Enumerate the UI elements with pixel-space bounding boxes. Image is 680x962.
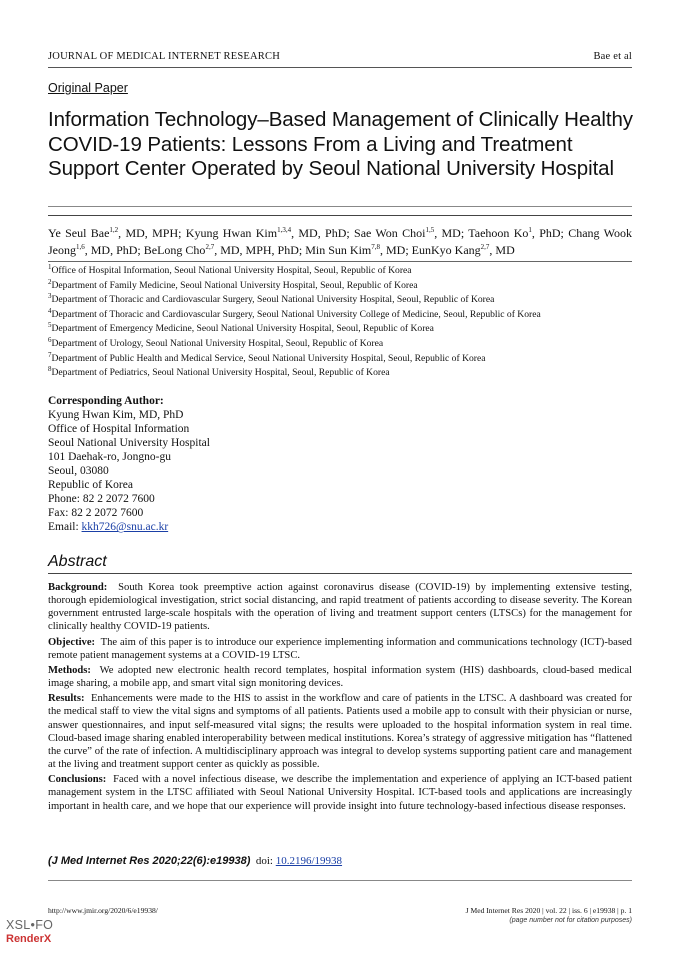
abstract-section-text: South Korea took preemptive action against coronavirus disease (COVID-19) by implementing extensive testing, thorough epidemiological investigation, strict social distancing, and rapid treatment of patients according to disease severity. The Korean government entrusted large-scale hospitals with the operation of living and treatment support centers (LTSCs) for the management for clinically healthy COVID-19 patients. (48, 582, 632, 633)
affiliation-list (48, 264, 638, 381)
logo-line2: RenderX (6, 933, 52, 945)
author-degree: , MD, PhD; (84, 243, 144, 257)
affiliation-item (48, 293, 638, 308)
affiliation-number: 6 (48, 335, 52, 344)
abstract-section-text: Faced with a novel infectious disease, we describe the implementation and experience of applying an ICT-based patient management system in the LTSC affiliated with Seoul National University Hospital. ICT-based tools and applications are increasingly important in health care, and we hope that our experience will provide insight into future technology-based infectious disease responses. (48, 774, 633, 812)
article-title: Information Technology–Based Management of Clinically Healthy COVID-19 Patients: Lessons From a Living and Treatment Support Center Operated by Seoul National University Hospital (48, 108, 633, 180)
abstract-section (48, 692, 632, 771)
abstract-section-text: We adopted new electronic health record templates, hospital information system (HIS) dashboards, cloud-based medical image sharing, a mobile app, and smart vital sign monitoring devices. (48, 664, 632, 690)
author-degree: , MD, MPH, PhD; (214, 243, 306, 257)
author-name: Min Sun Kim (305, 243, 372, 257)
author-affil-sup: 1 (528, 226, 532, 234)
footer-url: http://www.jmir.org/2020/6/e19938/ (48, 906, 158, 915)
abstract-section (48, 664, 632, 690)
footer-info-block (466, 906, 632, 926)
abstract-section-text: The aim of this paper is to introduce our experience implementing information and communications technology (ICT)-based remote patient management systems at a COVID-19 LTSC. (48, 636, 632, 661)
footer-info: J Med Internet Res 2020 | vol. 22 | iss. 6 | e19938 | p. 1 (465, 906, 632, 915)
corresponding-author (48, 394, 448, 534)
affiliation-number: 8 (48, 364, 52, 373)
corresponding-line: Republic of Korea (48, 479, 133, 492)
abstract-heading: Abstract (48, 553, 107, 570)
abstract-section-label: Objective: (48, 636, 96, 648)
author-name: Kyung Hwan Kim (185, 226, 278, 240)
author-affil-sup: 1,2 (109, 226, 119, 234)
affiliation-text: Department of Family Medicine, Seoul National University Hospital, Seoul, Republic of Korea (51, 279, 418, 291)
corresponding-line: 101 Daehak-ro, Jongno-gu (48, 451, 171, 464)
author-affil-sup: 7,8 (371, 243, 380, 251)
renderx-logo (6, 918, 53, 946)
affiliation-text: Office of Hospital Information, Seoul National University Hospital, Seoul, Republic of Korea (51, 265, 412, 276)
affiliation-text: Department of Thoracic and Cardiovascular Surgery, Seoul National University College of Medicine, Seoul, Republic of Korea (51, 308, 541, 320)
affiliation-text: Department of Urology, Seoul National University Hospital, Seoul, Republic of Korea (51, 337, 384, 349)
author-name: BeLong Cho (143, 243, 206, 257)
logo-line1: XSL•FO (6, 918, 54, 932)
corresponding-line: Fax: 82 2 2072 7600 (48, 507, 144, 520)
abstract-section-text: Enhancements were made to the HIS to assist in the workflow and care of patients in the LTSC. A dashboard was created for the medical staff to view the vital signs and symptoms of all patients. Patients used a mobile app to consult with their physician or nurse, answer questionnaires, and input self-measured vital signs; the results were uploaded to the hospital information system in real time. Cloud-based image sharing enabled interoperability between medical institutions. Korea’s strategy of aggressive mitigation has “flattened the curve” of the rate of infection. A multidisciplinary approach was integral to develop systems supporting patient care and management at the living and treatment support center as quickly as possible. (48, 693, 632, 771)
affiliation-item (48, 264, 638, 279)
abstract-section-label: Methods: (48, 664, 91, 676)
abstract-section (48, 773, 632, 812)
affiliation-number: 5 (48, 321, 52, 330)
affiliation-item (48, 322, 638, 337)
affiliation-text: Department of Public Health and Medical Service, Seoul National University Hospital, Seoul, Republic of Korea (51, 352, 486, 364)
corresponding-label: Corresponding Author: (48, 395, 164, 407)
affiliation-text: Department of Emergency Medicine, Seoul National University Hospital, Seoul, Republic of Korea (51, 323, 434, 335)
affiliation-number: 1 (48, 262, 52, 271)
affiliation-item (48, 352, 638, 367)
author-name: Sae Won Choi (354, 226, 426, 240)
doi-label: doi: (255, 855, 273, 867)
running-author: Bae et al (593, 51, 632, 62)
journal-name: JOURNAL OF MEDICAL INTERNET RESEARCH (48, 51, 280, 62)
author-name: EunKyo Kang (411, 243, 481, 257)
author-name: Ye Seul Bae (48, 226, 110, 240)
affiliation-item (48, 366, 638, 381)
author-rule (48, 261, 632, 262)
citation-ref: (J Med Internet Res 2020;22(6):e19938) (48, 855, 251, 867)
email-link[interactable]: kkh726@snu.ac.kr (81, 521, 169, 534)
abstract-section (48, 581, 632, 634)
author-name: Taehoon Ko (468, 226, 529, 240)
author-affil-sup: 1,3,4 (277, 226, 292, 234)
affiliation-number: 7 (48, 350, 52, 359)
author-affil-sup: 2,7 (205, 243, 215, 251)
author-degree: , MD (489, 243, 515, 257)
corresponding-details (48, 408, 448, 520)
author-degree: , MD, MPH; (118, 226, 186, 240)
author-affil-sup: 2,7 (480, 243, 490, 251)
page-note: (page number not for citation purposes) (509, 917, 632, 924)
citation-line (48, 855, 342, 867)
abstract-body (48, 581, 632, 815)
affiliation-text: Department of Thoracic and Cardiovascular Surgery, Seoul National University Hospital, Seoul, Republic of Korea (51, 294, 495, 306)
header-rule (48, 67, 632, 68)
author-affil-sup: 1,6 (76, 243, 85, 251)
running-header (48, 51, 632, 62)
title-rule-bottom (48, 215, 632, 216)
affiliation-item (48, 279, 638, 294)
footer-rule (48, 880, 632, 881)
abstract-section-label: Results: (48, 693, 85, 705)
email-line (48, 520, 448, 534)
affiliation-number: 4 (48, 306, 52, 315)
author-list (48, 225, 632, 259)
affiliation-item (48, 337, 638, 352)
author-degree: , PhD; (531, 226, 569, 240)
abstract-section-label: Background: (48, 582, 108, 593)
corresponding-line: Kyung Hwan Kim, MD, PhD (48, 409, 184, 422)
affiliation-text: Department of Pediatrics, Seoul National University Hospital, Seoul, Republic of Korea (51, 367, 390, 379)
affiliation-number: 2 (48, 277, 52, 286)
doi-link[interactable]: 10.2196/19938 (275, 855, 343, 867)
affiliation-item (48, 308, 638, 323)
author-degree: , MD; (434, 226, 469, 240)
email-label: Email: (48, 521, 82, 534)
corresponding-line: Phone: 82 2 2072 7600 (48, 493, 155, 506)
affiliation-number: 3 (48, 292, 52, 300)
article-type: Original Paper (48, 81, 128, 95)
corresponding-line: Office of Hospital Information (48, 423, 190, 436)
author-name: Chang Wook Jeong (48, 226, 632, 257)
abstract-section-label: Conclusions: (48, 774, 107, 786)
author-degree: , MD; (379, 243, 412, 257)
author-affil-sup: 1,5 (425, 226, 435, 234)
abstract-section (48, 636, 632, 662)
abstract-rule (48, 573, 632, 574)
author-degree: , MD, PhD; (291, 226, 355, 240)
corresponding-line: Seoul National University Hospital (48, 437, 210, 450)
title-rule-top (48, 206, 632, 207)
corresponding-line: Seoul, 03080 (48, 465, 109, 478)
